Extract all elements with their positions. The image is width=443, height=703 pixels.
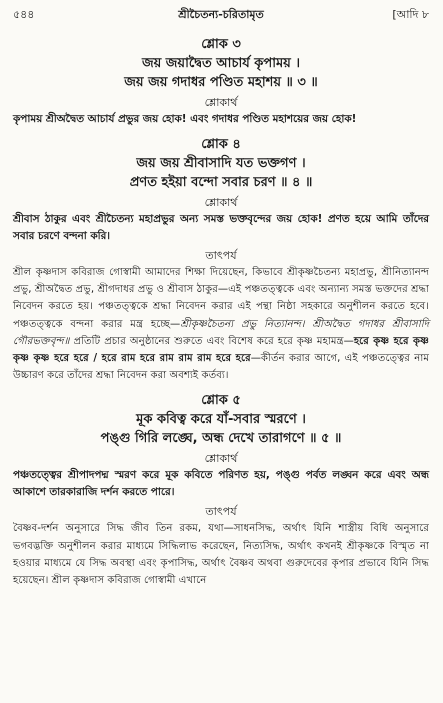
purport-mahamantra: হরে কৃষ্ণ হরে কৃষ্ণ কৃষ্ণ কৃষ্ণ হরে হরে / হরে রাম হরে রাম রাম রাম হরে হরে xyxy=(13,335,429,365)
verse-3-section xyxy=(13,36,429,128)
verse-5-line-1: মূক কবিত্ব করে যাঁ-সবার স্মরণে । xyxy=(136,412,306,428)
book-title: শ্রীচৈতন্য-চরিতামৃত xyxy=(178,8,264,21)
verse-3-heading: শ্লোক ৩ xyxy=(201,37,241,52)
verse-4-line-2: প্রণত হইয়া বন্দো সবার চরণ ॥ ৪ ॥ xyxy=(129,175,313,190)
verse-4-purport-label: তাৎপর্য xyxy=(205,249,237,262)
verse-5-purport-label: তাৎপর্য xyxy=(205,505,237,519)
verse-4-translation: শ্রীবাস ঠাকুর এবং শ্রীচৈতন্য মহাপ্রভুর অন্য সমস্ত ভক্তবৃন্দের জয় হোক! প্রণত হয়ে আমি তাঁদের সবার চরণে বন্দনা করি। xyxy=(13,213,429,242)
verse-5-purport: বৈষ্ণব-দর্শন অনুসারে সিদ্ধ জীব তিন রকম, যথা—সাধনসিদ্ধ, অর্থাৎ যিনি শাস্ত্রীয় বিধি অনুসারে ভগবদ্ভক্তি অনুশীলন করার মাধ্যমে সিদ্ধিলাভ করেছেন, নিত্যসিদ্ধ, অর্থাৎ কখনই শ্রীকৃষ্ণকে বিস্মৃত না হওয়ার মাধ্যমে যে সিদ্ধ অবস্থা এবং কৃপাসিদ্ধ, অর্থাৎ বৈষ্ণব অথবা গুরুদেবের কৃপার প্রভাবে যিনি সিদ্ধ হয়েছেন। শ্রীল কৃষ্ণদাস কবিরাজ গোস্বামী এখানে xyxy=(13,523,429,587)
purport-mantra: শ্রীকৃষ্ণচৈতন্য প্রভু নিত্যানন্দ। শ্রীঅদ্বৈত গদাধর শ্রীবাসাদি গৌরভক্তবৃন্দ॥ xyxy=(13,318,430,347)
verse-4-heading: শ্লোক ৪ xyxy=(201,137,241,152)
verse-3-translation-label: শ্লোকার্থ xyxy=(204,96,238,109)
purport-text: শ্রীল কৃষ্ণদাস কবিরাজ গোস্বামী আমাদের শিক্ষা দিয়েছেন, কিভাবে শ্রীকৃষ্ণচৈতন্য মহাপ্রভু, শ্রীনিত্যানন্দ প্রভু, শ্রীঅদ্বৈত প্রভু, শ্রীগদাধর প্রভু ও শ্রীবাস ঠাকুর—এই পঞ্চতত্ত্বকে এবং অন্যান্য সমস্ত ভক্তদের শ্রদ্ধা নিবেদন করতে হয়। পঞ্চতত্ত্বকে শ্রদ্ধা নিবেদন করার এই পন্থা নিষ্ঠা সহকারে অনুশীলন করতে হবে। পঞ্চতত্ত্বকে বন্দনা করার মন্ত্র হচ্ছে— xyxy=(13,267,429,330)
verse-4-section xyxy=(13,136,429,384)
page-header xyxy=(13,6,429,28)
verse-4-purport xyxy=(13,264,429,384)
verse-5-section xyxy=(13,392,429,589)
verse-3-line-2: জয় জয় গদাধর পণ্ডিত মহাশয় ॥ ৩ ॥ xyxy=(124,75,318,90)
verse-5-line-2: পঙ্গু গিরি লঙ্ঘে, অন্ধ দেখে তারাগণে ॥ ৫ ॥ xyxy=(100,431,342,447)
verse-5-translation: পঞ্চতত্ত্বের শ্রীপাদপদ্ম স্মরণ করে মূক কবিতে পরিণত হয়, পঙ্গু পর্বত লঙ্ঘন করে এবং অন্ধ আকাশে তারকারাজি দর্শন করতে পারে। xyxy=(13,469,429,499)
verse-4-line-1: জয় জয় শ্রীবাসাদি যত ভক্তগণ । xyxy=(136,156,306,171)
page-number: ৫৪৪ xyxy=(13,8,35,21)
verse-5-translation-label: শ্লোকার্থ xyxy=(204,452,238,466)
purport-text: প্রতিটি প্রচার অনুষ্ঠানের শুরুতে এবং বিশেষ করে হরে কৃষ্ণ মহামন্ত্র— xyxy=(69,335,354,347)
verse-5-heading: শ্লোক ৫ xyxy=(201,393,241,409)
purport-text: —কীর্তন করার আগে, এই পঞ্চতত্ত্বের নাম উচ্চারণ করে তাঁদের শ্রদ্ধা নিবেদন করা অবশ্যই কর্তব্য। xyxy=(13,353,429,382)
verse-3-line-1: জয় জয়াদ্বৈত আচার্য কৃপাময় । xyxy=(141,56,301,71)
verse-4-translation-label: শ্লোকার্থ xyxy=(204,196,238,209)
verse-3-translation: কৃপাময় শ্রীঅদ্বৈত আচার্য প্রভুর জয় হোক! এবং গদাধর পণ্ডিত মহাশয়ের জয় হোক! xyxy=(13,113,357,125)
chapter-reference: [আদি ৮ xyxy=(392,8,429,21)
